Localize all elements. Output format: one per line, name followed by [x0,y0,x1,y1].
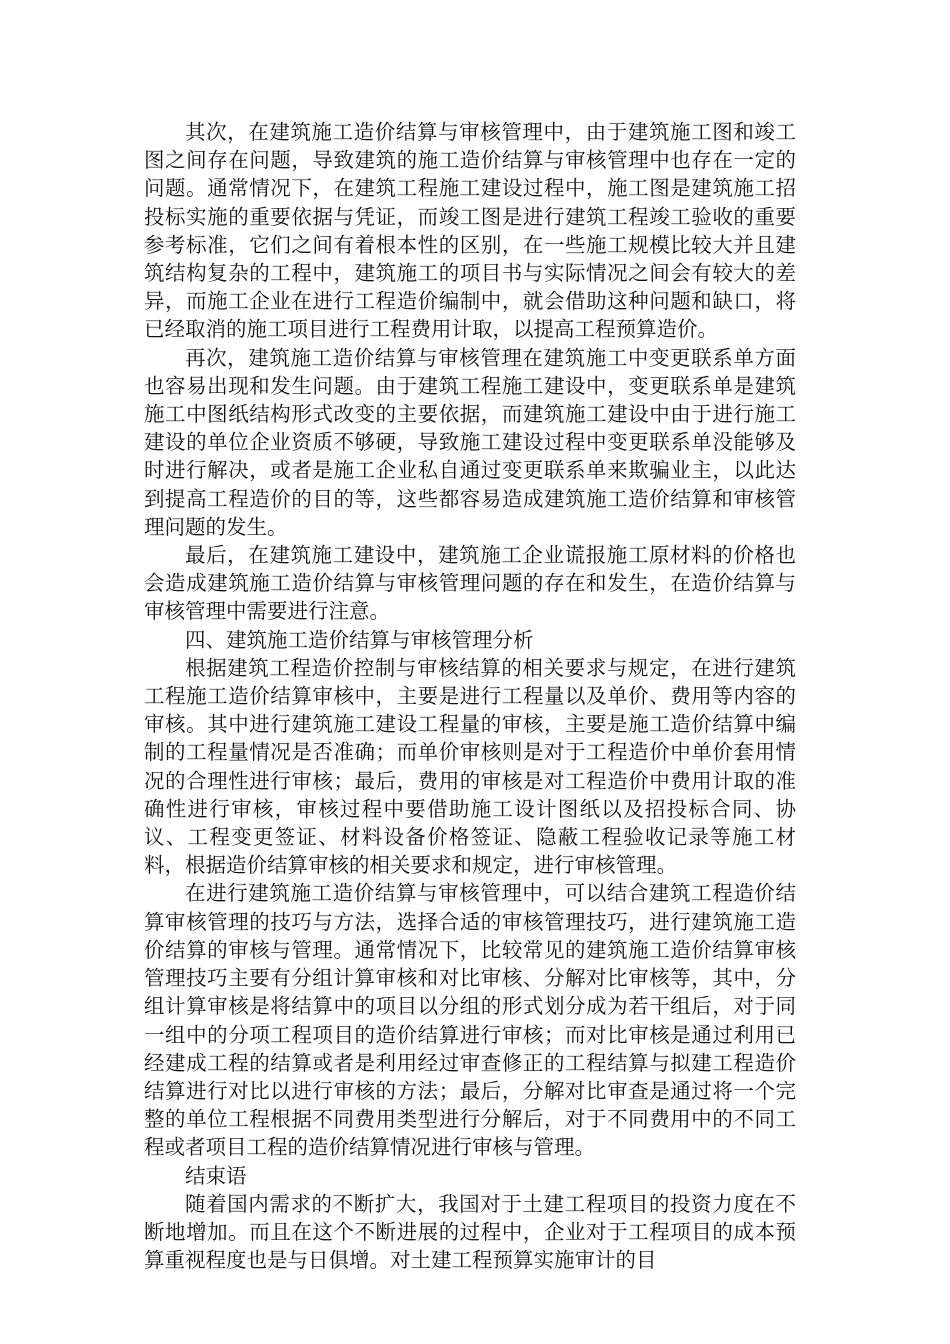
paragraph-audit-techniques: 在进行建筑施工造价结算与审核管理中，可以结合建筑工程造价结算审核管理的技巧与方法，选择合适的审核管理技巧，进行建筑施工造价结算的审核与管理。通常情况下，比较常见的建筑施工造价结算审核管理技巧主要有分组计算审核和对比审核、分解对比审核等，其中，分组计算审核是将结算中的项目以分组的形式划分成为若干组后，对于同一组中的分项工程项目的造价结算进行审核；而对比审核是通过利用已经建成工程的结算或者是利用经过审查修正的工程结算与拟建工程造价结算进行对比以进行审核的方法；最后，分解对比审查是通过将一个完整的单位工程根据不同费用类型进行分解后，对于不同费用中的不同工程或者项目工程的造价结算情况进行审核与管理。 [144,881,796,1160]
section-heading-conclusion: 结束语 [185,1163,247,1188]
document-page [144,118,796,1274]
paragraph-change-orders: 再次，建筑施工造价结算与审核管理在建筑施工中变更联系单方面也容易出现和发生问题。由于建筑工程施工建设中，变更联系单是建筑施工中图纸结构形式改变的主要依据，而建筑施工建设中由于进行施工建设的单位企业资质不够硬，导致施工建设过程中变更联系单没能够及时进行解决，或者是施工企业私自通过变更联系单来欺骗业主，以此达到提高工程造价的目的等，这些都容易造成建筑施工造价结算和审核管理问题的发生。 [144,345,796,539]
section-heading-analysis: 四、建筑施工造价结算与审核管理分析 [185,627,534,652]
paragraph-audit-content: 根据建筑工程造价控制与审核结算的相关要求与规定，在进行建筑工程施工造价结算审核中，主要是进行工程量以及单价、费用等内容的审核。其中进行建筑施工建设工程量的审核，主要是施工造价结算中编制的工程量情况是否准确；而单价审核则是对于工程造价中单价套用情况的合理性进行审核；最后，费用的审核是对工程造价中费用计取的准确性进行审核，审核过程中要借助施工设计图纸以及招投标合同、协议、工程变更签证、材料设备价格签证、隐蔽工程验收记录等施工材料，根据造价结算审核的相关要求和规定，进行审核管理。 [144,655,796,878]
paragraph-conclusion: 随着国内需求的不断扩大，我国对于土建工程项目的投资力度在不断地增加。而且在这个不断进展的过程中，企业对于工程项目的成本预算重视程度也是与日俱增。对土建工程预算实施审计的目 [144,1191,796,1273]
paragraph-materials: 最后，在建筑施工建设中，建筑施工企业谎报施工原材料的价格也会造成建筑施工造价结算与审核管理问题的存在和发生，在造价结算与审核管理中需要进行注意。 [144,543,796,624]
paragraph-drawings: 其次，在建筑施工造价结算与审核管理中，由于建筑施工图和竣工图之间存在问题，导致建筑的施工造价结算与审核管理中也存在一定的问题。通常情况下，在建筑工程施工建设过程中，施工图是建筑施工招投标实施的重要依据与凭证，而竣工图是进行建筑工程竣工验收的重要参考标准，它们之间有着根本性的区别，在一些施工规模比较大并且建筑结构复杂的工程中，建筑施工的项目书与实际情况之间会有较大的差异，而施工企业在进行工程造价编制中，就会借助这种问题和缺口，将已经取消的施工项目进行工程费用计取，以提高工程预算造价。 [144,120,796,342]
